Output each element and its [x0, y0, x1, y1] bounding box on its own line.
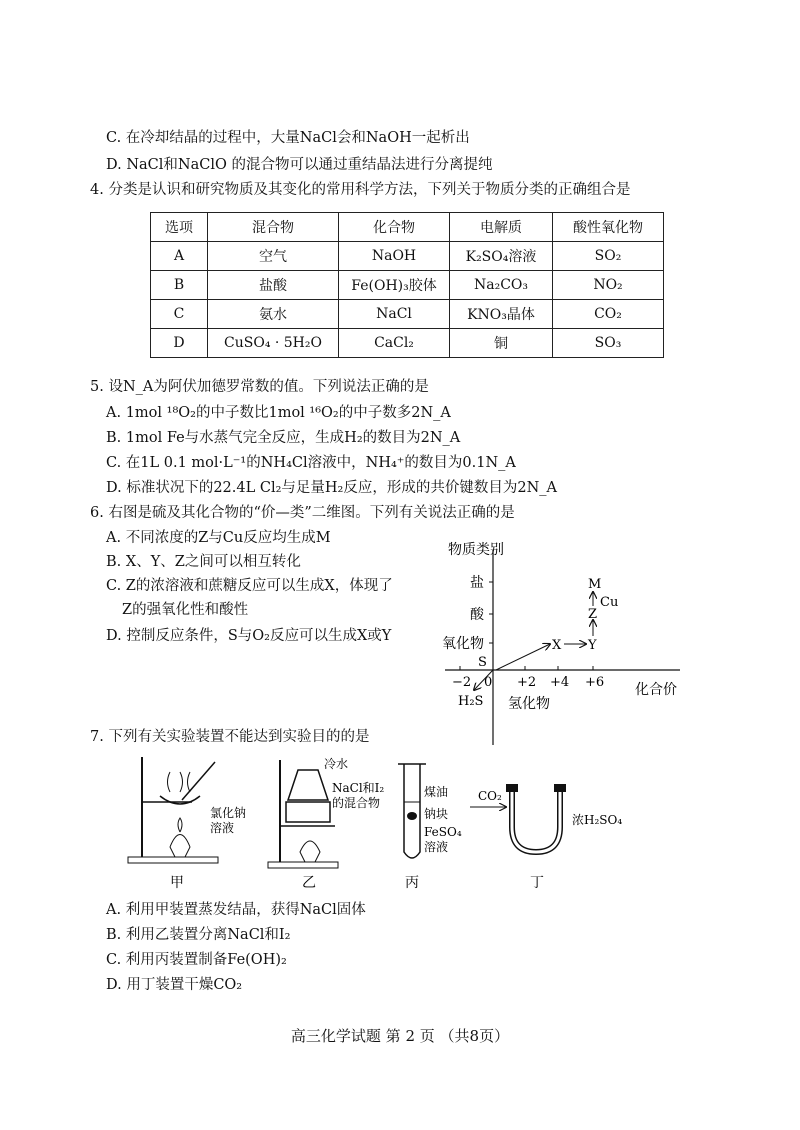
point-y: Y: [588, 638, 597, 653]
table-header: 电解质: [450, 213, 553, 242]
table-cell: 盐酸: [208, 271, 339, 300]
table-cell: Na₂CO₃: [450, 271, 553, 300]
label-line: 的混合物: [332, 796, 381, 810]
tick-label: +6: [585, 675, 605, 690]
apparatus-figure: [120, 752, 640, 892]
q4-stem: 4. 分类是认识和研究物质及其变化的常用科学方法，下列关于物质分类的正确组合是: [90, 182, 631, 198]
label-line: 溶液: [424, 840, 449, 854]
table-header: 酸性氧化物: [553, 213, 664, 242]
q6-stem: 6. 右图是硫及其化合物的“价—类”二维图。下列有关说法正确的是: [90, 505, 515, 521]
q3-option-d: D. NaCl和NaClO 的混合物可以通过重结晶法进行分离提纯: [106, 157, 493, 173]
table-cell: CO₂: [553, 300, 664, 329]
tick-label: +2: [517, 675, 537, 690]
q7-stem: 7. 下列有关实验装置不能达到实验目的的是: [90, 729, 370, 745]
label-nacl-i2-mixture: [332, 781, 388, 810]
label-feso4-solution: [424, 825, 465, 854]
table-cell: B: [151, 271, 208, 300]
table-header-row: [151, 213, 664, 242]
category-oxide: 氧化物: [442, 636, 484, 652]
label-cold-water: 冷水: [324, 757, 349, 771]
category-acid: 酸: [470, 607, 484, 623]
q3-option-c: C. 在冷却结晶的过程中，大量NaCl会和NaOH一起析出: [106, 130, 470, 146]
table-cell: NaCl: [339, 300, 450, 329]
page-footer: 高三化学试题 第 2 页 （共8页）: [290, 1027, 510, 1045]
table-header: 混合物: [208, 213, 339, 242]
table-row: [151, 271, 664, 300]
q7-option-d: D. 用丁装置干燥CO₂: [106, 977, 243, 993]
table-header: 选项: [151, 213, 208, 242]
q7-option-a: A. 利用甲装置蒸发结晶，获得NaCl固体: [106, 902, 366, 918]
table-row: [151, 300, 664, 329]
q5-option-c: C. 在1L 0.1 mol·L⁻¹的NH₄Cl溶液中，NH₄⁺的数目为0.1N_A: [106, 455, 516, 471]
table-cell: SO₃: [553, 329, 664, 358]
table-cell: KNO₃晶体: [450, 300, 553, 329]
table-cell: C: [151, 300, 208, 329]
tick-label: +4: [550, 675, 570, 690]
label-nacl-solution: [210, 805, 250, 835]
point-x: X: [552, 638, 562, 653]
label-line: 溶液: [210, 821, 235, 835]
apparatus-bing: [398, 764, 426, 858]
caption-ding: 丁: [530, 875, 544, 891]
q5-option-a: A. 1mol ¹⁸O₂的中子数比1mol ¹⁶O₂的中子数多2N_A: [106, 405, 451, 421]
table-row: [151, 329, 664, 358]
q7-option-c: C. 利用丙装置制备Fe(OH)₂: [106, 952, 287, 968]
q5-option-b: B. 1mol Fe与水蒸气完全反应，生成H₂的数目为2N_A: [106, 430, 461, 446]
q6-option-c: C. Z的浓溶液和蔗糖反应可以生成X，体现了: [106, 578, 393, 594]
point-s: S: [478, 655, 487, 670]
table-cell: 铜: [450, 329, 553, 358]
table-cell: NaOH: [339, 242, 450, 271]
caption-yi: 乙: [302, 875, 316, 891]
q6-option-b: B. X、Y、Z之间可以相互转化: [106, 554, 301, 570]
point-m: M: [588, 577, 602, 592]
y-axis-title: 物质类别: [448, 542, 504, 558]
table-cell: D: [151, 329, 208, 358]
point-z: Z: [588, 607, 598, 622]
q7-option-b: B. 利用乙装置分离NaCl和I₂: [106, 927, 291, 943]
table-cell: CaCl₂: [339, 329, 450, 358]
table-cell: K₂SO₄溶液: [450, 242, 553, 271]
label-line: FeSO₄: [424, 825, 462, 839]
classification-table: [150, 212, 664, 358]
valence-class-diagram: [430, 530, 700, 750]
label-conc-h2so4: 浓H₂SO₄: [572, 813, 623, 827]
q6-option-d: D. 控制反应条件，S与O₂反应可以生成X或Y: [106, 628, 392, 644]
category-salt: 盐: [470, 575, 484, 591]
label-line: NaCl和I₂: [332, 781, 385, 795]
label-line: 氯化钠: [210, 806, 247, 820]
table-row: [151, 242, 664, 271]
label-sodium: 钠块: [424, 807, 449, 821]
table-cell: 氨水: [208, 300, 339, 329]
table-header: 化合物: [339, 213, 450, 242]
q6-option-c-cont: Z的强氧化性和酸性: [122, 602, 249, 618]
tick-label: −2: [452, 675, 472, 690]
x-axis-title: 化合价: [635, 682, 677, 698]
table-cell: CuSO₄ · 5H₂O: [208, 329, 339, 358]
category-hydride: 氢化物: [508, 696, 550, 712]
label-co2: CO₂: [478, 789, 502, 803]
point-cu: Cu: [600, 595, 619, 610]
table-cell: 空气: [208, 242, 339, 271]
q5-option-d: D. 标准状况下的22.4L Cl₂与足量H₂反应，形成的共价键数目为2N_A: [106, 480, 557, 496]
apparatus-yi: [268, 760, 338, 868]
table-cell: NO₂: [553, 271, 664, 300]
tick-label: 0: [484, 675, 493, 690]
label-kerosene: 煤油: [424, 785, 449, 799]
table-cell: A: [151, 242, 208, 271]
point-h2s: H₂S: [458, 694, 484, 709]
q6-option-a: A. 不同浓度的Z与Cu反应均生成M: [106, 530, 331, 546]
table-cell: SO₂: [553, 242, 664, 271]
table-cell: Fe(OH)₃胶体: [339, 271, 450, 300]
caption-jia: 甲: [170, 875, 184, 891]
q5-stem: 5. 设N_A为阿伏加德罗常数的值。下列说法正确的是: [90, 379, 429, 395]
arrow-s-x: [496, 644, 550, 670]
apparatus-jia: [128, 757, 218, 863]
caption-bing: 丙: [405, 875, 419, 891]
